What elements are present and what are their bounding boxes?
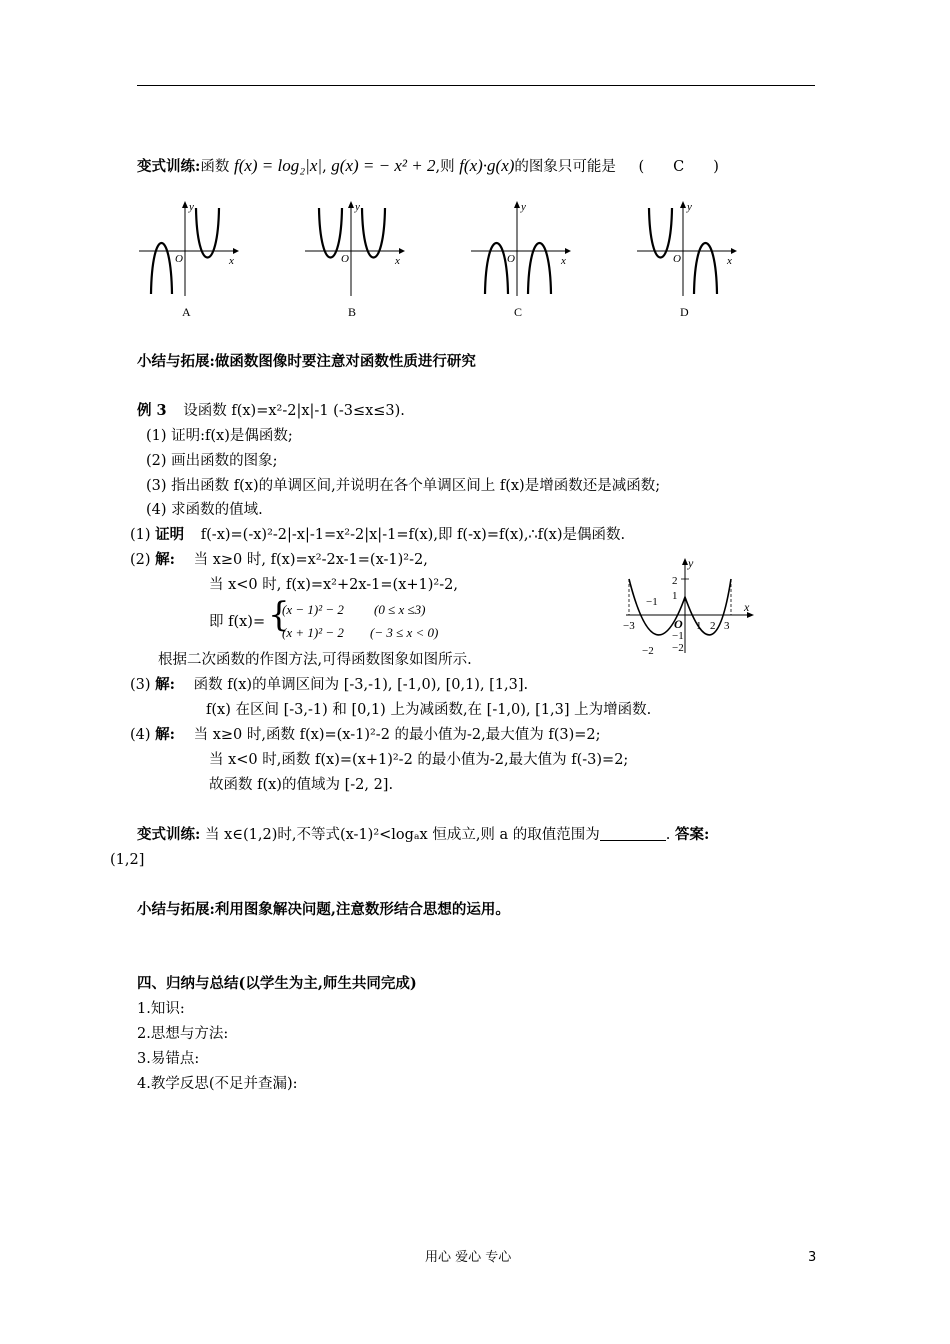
graph-b-x-label: x [395,255,400,267]
answer-2-tail: 根据二次函数的作图方法,可得函数图象如图所示. [158,652,472,668]
answer-2-line-1 [130,550,428,570]
g-expression: g(x) = − x² + 2 [331,156,436,175]
answer-2-piece-prefix: 即 f(x)= [209,614,266,630]
answer-2-text-1: 当 x≥0 时, f(x)=x²-2x-1=(x-1)²-2, [193,552,428,568]
graph-d-x-label: x [727,255,732,267]
graph-option-c [467,196,579,300]
section4-item-1: 1.知识: [137,1001,185,1017]
answer-4-bold: 解: [155,726,176,743]
example3-stem-line [137,401,405,421]
example3-graph-tick-x-3: 3 [724,620,730,632]
example3-graph [622,557,758,655]
summary-1: 小结与拓展:做函数图像时要注意对函数性质进行研究 [137,353,476,370]
answer-4-label: (4) [130,727,151,743]
example3-graph-tick-y-minus2b: −2 [642,645,654,655]
answer-3-line-2: f(x) 在区间 [-3,-1) 和 [0,1) 上为减函数,在 [-1,0), [1,3] 上为增函数. [206,702,652,718]
header-rule [137,85,815,86]
piece-2: (x + 1)² − 2 [282,625,344,640]
answer-4-line-2: 当 x<0 时,函数 f(x)=(x+1)²-2 的最小值为-2,最大值为 f(-3)=2; [209,752,629,768]
example3-graph-tick-y-minus1: −1 [672,630,684,642]
example3-graph-tick-y-minus2: −2 [672,642,684,654]
answer-2-line-2: 当 x<0 时, f(x)=x²+2x-1=(x+1)²-2, [209,577,458,593]
training1-pre: 函数 [200,159,230,175]
answer-3-bold: 解: [155,676,176,693]
answer-1-label: (1) [130,527,151,543]
training2-title: 变式训练: [137,826,201,843]
graph-c-y-label: y [521,201,526,213]
training1-then: ,则 [435,159,455,175]
summary-2: 小结与拓展:利用图象解决问题,注意数形结合思想的运用。 [137,901,510,918]
piece-1-condition: (0 ≤ x ≤3) [374,602,426,617]
graph-b-y-label: y [355,201,360,213]
graph-b-origin: O [341,253,349,265]
section4-item-3: 3.易错点: [137,1051,200,1067]
training2-text: 当 x∈(1,2)时,不等式(x-1)²<logₐx 恒成立,则 a 的取值范围为 [204,827,600,843]
answer-4-line-3: 故函数 f(x)的值域为 [-2, 2]. [209,777,394,793]
graph-option-b [301,196,413,300]
graph-c-x-label: x [561,255,566,267]
graph-option-a [135,196,247,300]
example3-graph-tick-x-2: 2 [710,620,716,632]
graph-option-d [633,196,745,300]
answer-4-text-1: 当 x≥0 时,函数 f(x)=(x-1)²-2 的最小值为-2,最大值为 f(3)=2; [193,727,601,743]
section4-item-2: 2.思想与方法: [137,1026,229,1042]
graph-a-x-label: x [229,255,234,267]
example3-label: 例 3 [137,402,167,419]
training1-title: 变式训练: [137,158,201,175]
example3-q2: (2) 画出函数的图象; [146,453,278,469]
graph-d-origin: O [673,253,681,265]
graph-d-y-label: y [687,201,692,213]
example3-graph-x-label: x [744,600,750,614]
answer-1-line [130,525,625,545]
example3-graph-tick-x-1: 1 [696,620,702,632]
training1-question: 的图象只可能是 [514,159,616,175]
piece-1: (x − 1)² − 2 [282,602,344,617]
training2-line [137,825,709,845]
fg-expression: f(x)·g(x) [459,156,515,175]
training1-answer: ( C ) [638,159,719,175]
training2-end: . [665,827,671,843]
training1-line: 变式训练:函数 f(x) = log₂|x|, g(x) = − x² + 2,则 f(x)·g(x)的图象只可能是 ( C ) [137,156,719,175]
piece-2-condition: (− 3 ≤ x < 0) [370,625,439,640]
graph-c-origin: O [507,253,515,265]
graph-a-y-label: y [189,201,194,213]
training2-answer-label: 答案: [675,826,710,843]
answer-4-line-1 [130,725,601,745]
answer-1-bold: 证明 [155,526,185,543]
example3-graph-y-label: y [688,557,694,570]
answer-1-text-2: =x²-2|x|-1=f(x), [323,527,438,543]
example3-graph-tick-y-2: 2 [672,575,678,587]
example3-graph-tick-x-minus1: −1 [646,596,658,608]
example3-q4: (4) 求函数的值域. [146,502,263,518]
graph-c-label: C [514,305,523,319]
footer-motto: 用心 爱心 专心 [425,1250,512,1265]
answer-3-text-1: 函数 f(x)的单调区间为 [-3,-1), [-1,0), [0,1), [1,3]. [193,677,529,693]
section4-item-4: 4.教学反思(不足并查漏): [137,1076,298,1092]
example3-graph-tick-x-minus3: −3 [623,620,635,632]
f-expression: f(x) = log₂|x| [233,156,323,175]
example3-q1: (1) 证明:f(x)是偶函数; [146,428,293,444]
graph-a-label: A [182,305,191,319]
answer-2-label: (2) [130,552,151,568]
answer-3-label: (3) [130,677,151,693]
example3-graph-origin: O [674,617,683,631]
page-number: 3 [808,1250,817,1265]
graph-a-origin: O [175,253,183,265]
graph-d-label: D [680,305,689,319]
section4-title: 四、归纳与总结(以学生为主,师生共同完成) [137,975,417,992]
example3-q3: (3) 指出函数 f(x)的单调区间,并说明在各个单调区间上 f(x)是增函数还是减函数; [146,478,661,494]
answer-1-text-3: 即 f(-x)=f(x),∴f(x)是偶函数. [437,527,626,543]
graph-b-label: B [348,305,357,319]
example3-graph-tick-y-1: 1 [672,590,678,602]
training2-blank [600,826,666,841]
piecewise-brace: { [268,595,290,635]
training2-answer: (1,2] [110,852,145,868]
answer-3-line-1 [130,675,528,695]
example3-stem: 设函数 f(x)=x²-2|x|-1 (-3≤x≤3). [183,403,405,419]
answer-1-text-1: f(-x)=(-x)²-2|-x|-1 [200,527,324,543]
answer-2-bold: 解: [155,551,176,568]
